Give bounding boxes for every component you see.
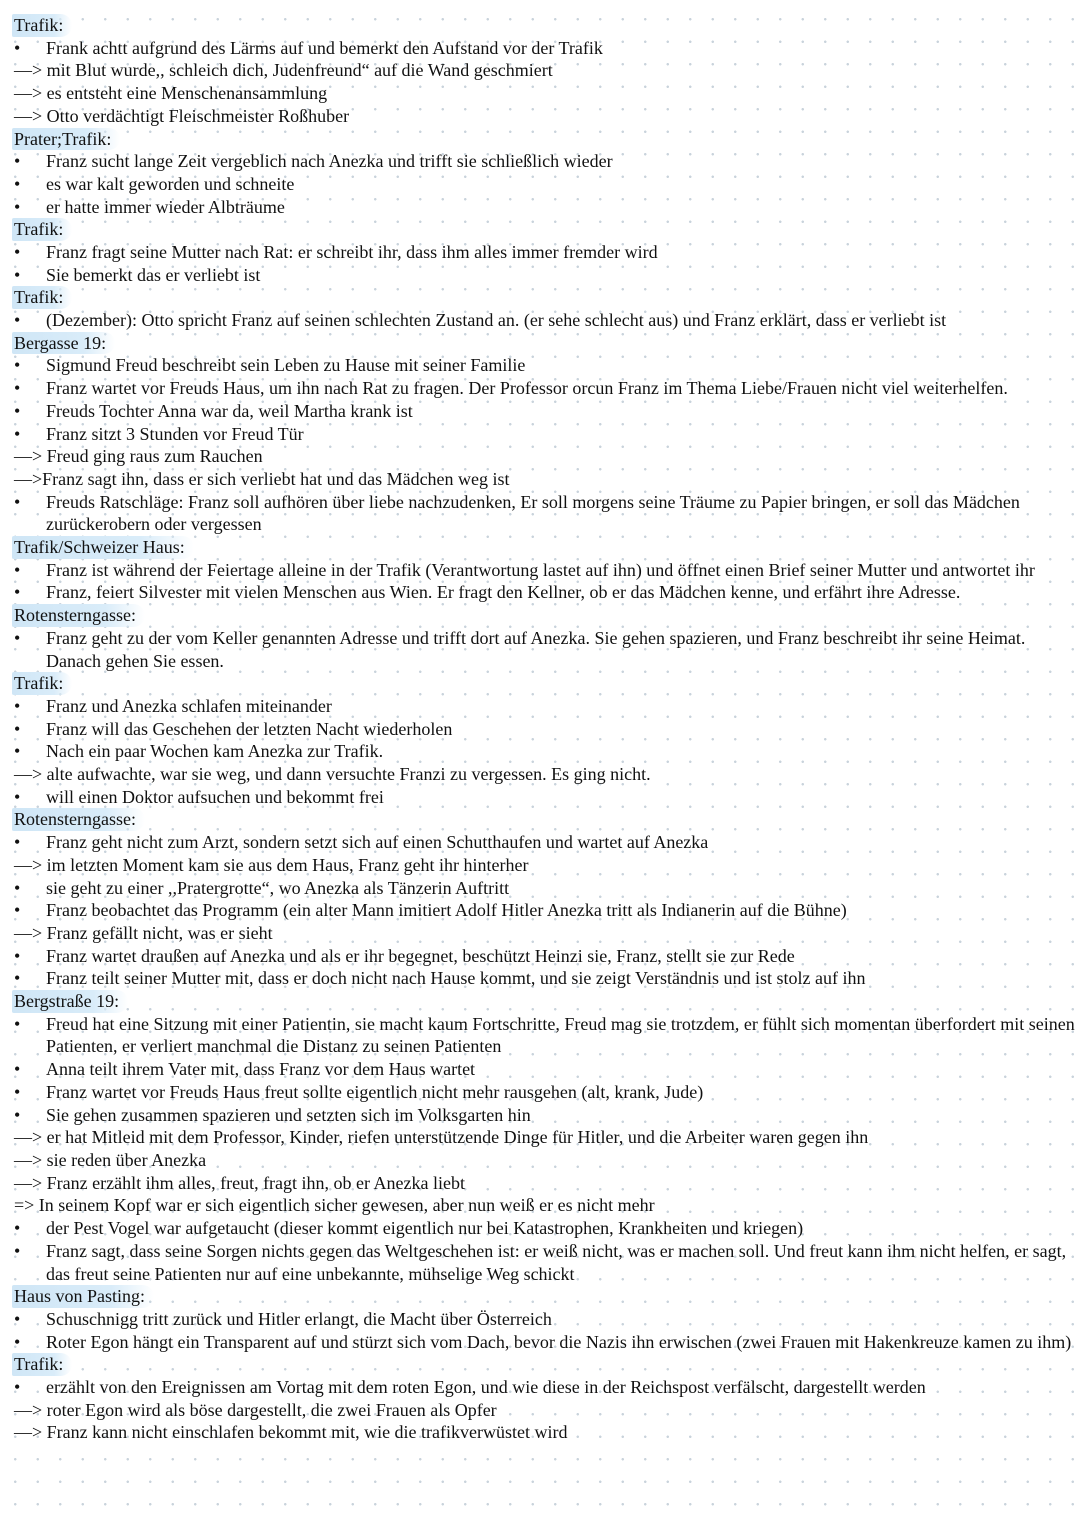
bullet-point: • er hatte immer wieder Albträume <box>14 196 1080 219</box>
bullet-point: • Roter Egon hängt ein Transparent auf und stürzt sich vom Dach, bevor die Nazis ihn erwischen (zwei Frauen mit Hakenkreuze kamen zu ihm) <box>14 1331 1080 1354</box>
section-heading: Trafik: <box>12 218 72 241</box>
section <box>14 604 1080 672</box>
arrow-note: —> im letzten Moment kam sie aus dem Haus, Franz geht ihr hinterher <box>14 854 529 875</box>
section-heading: Prater;Trafik: <box>12 128 120 151</box>
bullet-point: • (Dezember): Otto spricht Franz auf seinen schlechten Zustand an. (er sehe schlecht aus) und Franz erklärt, dass er verliebt ist <box>14 309 1080 332</box>
bullet-point: • Sie gehen zusammen spazieren und setzten sich im Volksgarten hin <box>14 1104 1080 1127</box>
bullet-point: • Sigmund Freud beschreibt sein Leben zu Hause mit seiner Familie <box>14 354 1080 377</box>
section <box>14 808 1080 990</box>
bullet-point: • Anna teilt ihrem Vater mit, dass Franz vor dem Haus wartet <box>14 1058 1080 1081</box>
bullet-point: • Schuschnigg tritt zurück und Hitler erlangt, die Macht über Österreich <box>14 1308 1080 1331</box>
section <box>14 286 1080 331</box>
section <box>14 128 1080 219</box>
bullet-point: • Franz geht zu der vom Keller genannten Adresse und trifft dort auf Anezka. Sie gehen spazieren, und Franz beschreibt ihr seine Heimat. Danach gehen Sie essen. <box>14 627 1080 672</box>
bullet-point: • Franz, feiert Silvester mit vielen Menschen aus Wien. Er fragt den Kellner, ob er das Mädchen kenne, und erfährt ihre Adresse. <box>14 581 1080 604</box>
bullet-point: • Franz sitzt 3 Stunden vor Freud Tür <box>14 423 1080 446</box>
bullet-point: • will einen Doktor aufsuchen und bekommt frei <box>14 786 1080 809</box>
section <box>14 990 1080 1285</box>
section-heading: Rotensterngasse: <box>12 808 145 831</box>
arrow-note: —> mit Blut wurde,, schleich dich, Judenfreund“ auf die Wand geschmiert <box>14 60 553 81</box>
arrow-note: —> sie reden über Anezka <box>14 1150 207 1170</box>
arrow-note: —> alte aufwachte, war sie weg, und dann versuchte Franzi zu vergessen. Es ging nicht. <box>14 764 651 785</box>
bullet-point: • Freud hat eine Sitzung mit einer Patientin, sie macht kaum Fortschritte, Freud mag sie trotzdem, er fühlt sich momentan überfordert mit seinen Patienten, er verliert manchmal die Distanz zu seinen Patienten <box>14 1013 1080 1058</box>
bullet-point: • es war kalt geworden und schneite <box>14 173 1080 196</box>
bullet-point: • Freuds Tochter Anna war da, weil Martha krank ist <box>14 400 1080 423</box>
section-heading: Rotensterngasse: <box>12 604 145 627</box>
arrow-note: —> roter Egon wird als böse dargestellt, die zwei Frauen als Opfer <box>14 1399 497 1420</box>
arrow-note: —> Franz kann nicht einschlafen bekommt mit, wie die trafikverwüstet wird <box>14 1422 568 1443</box>
arrow-note: —> Franz gefällt nicht, was er sieht <box>14 922 273 943</box>
bullet-point: • Sie bemerkt das er verliebt ist <box>14 264 1080 287</box>
section-heading: Trafik: <box>12 14 72 37</box>
arrow-note: —> er hat Mitleid mit dem Professor, Kinder, riefen unterstützende Dinge für Hitler, und die Arbeiter waren gegen ihn <box>14 1127 869 1148</box>
section-heading: Trafik: <box>12 1353 72 1376</box>
bullet-point: • Freuds Ratschläge: Franz soll aufhören über liebe nachzudenken, Er soll morgens seine Träume zu Papier bringen, er soll das Mädchen zurückerobern oder vergessen <box>14 491 1080 536</box>
arrow-note: —> Franz erzählt ihm alles, freut, fragt ihn, ob er Anezka liebt <box>14 1172 465 1193</box>
section-heading: Haus von Pasting: <box>12 1285 154 1308</box>
section <box>14 1353 1080 1444</box>
section <box>14 672 1080 808</box>
section <box>14 14 1080 128</box>
arrow-note: —> Otto verdächtigt Fleischmeister Roßhuber <box>14 105 350 126</box>
arrow-note: —> Freud ging raus zum Rauchen <box>14 446 263 467</box>
bullet-point: • Frank achtt aufgrund des Lärms auf und bemerkt den Aufstand vor der Trafik <box>14 37 1080 60</box>
bullet-point: • Franz ist während der Feiertage alleine in der Trafik (Verantwortung lastet auf ihn) und öffnet einen Brief seiner Mutter und antwortet ihr <box>14 559 1080 582</box>
section-heading: Trafik: <box>12 672 72 695</box>
arrow-note: —>Franz sagt ihn, dass er sich verliebt hat und das Mädchen weg ist <box>14 468 510 489</box>
section <box>14 332 1080 536</box>
notes-page <box>0 14 1080 1444</box>
arrow-note: —> es entsteht eine Menschenansammlung <box>14 83 328 104</box>
bullet-point: • Nach ein paar Wochen kam Anezka zur Trafik. <box>14 740 1080 763</box>
bullet-point: • Franz beobachtet das Programm (ein alter Mann imitiert Adolf Hitler Anezka tritt als Indianerin auf die Bühne) <box>14 899 1080 922</box>
bullet-point: • Franz und Anezka schlafen miteinander <box>14 695 1080 718</box>
section-heading: Bergasse 19: <box>12 332 115 355</box>
section <box>14 218 1080 286</box>
section-heading: Bergstraße 19: <box>12 990 128 1013</box>
section-heading: Trafik: <box>12 286 72 309</box>
bullet-point: • Franz wartet vor Freuds Haus freut sollte eigentlich nicht mehr rausgehen (alt, krank, Jude) <box>14 1081 1080 1104</box>
bullet-point: • der Pest Vogel war aufgetaucht (dieser kommt eigentlich nur bei Katastrophen, Krankheiten und kriegen) <box>14 1217 1080 1240</box>
section-heading: Trafik/Schweizer Haus: <box>12 536 194 559</box>
bullet-point: • Franz geht nicht zum Arzt, sondern setzt sich auf einen Schutthaufen und wartet auf Anezka <box>14 831 1080 854</box>
bullet-point: • Franz fragt seine Mutter nach Rat: er schreibt ihr, dass ihm alles immer fremder wird <box>14 241 1080 264</box>
bullet-point: • sie geht zu einer ,,Pratergrotte“, wo Anezka als Tänzerin Auftritt <box>14 877 1080 900</box>
section <box>14 1285 1080 1353</box>
bullet-point: • Franz will das Geschehen der letzten Nacht wiederholen <box>14 718 1080 741</box>
section <box>14 536 1080 604</box>
bullet-point: • Franz teilt seiner Mutter mit, dass er doch nicht nach Hause kommt, und sie zeigt Verständnis und ist stolz auf ihn <box>14 967 1080 990</box>
bullet-point: • Franz sucht lange Zeit vergeblich nach Anezka und trifft sie schließlich wieder <box>14 150 1080 173</box>
arrow-note: => In seinem Kopf war er sich eigentlich sicher gewesen, aber nun weiß er es nicht mehr <box>14 1195 655 1216</box>
bullet-point: • erzählt von den Ereignissen am Vortag mit dem roten Egon, und wie diese in der Reichspost verfälscht, dargestellt werden <box>14 1376 1080 1399</box>
bullet-point: • Franz wartet draußen auf Anezka und als er ihr begegnet, beschützt Heinzi sie, Franz, stellt sie zur Rede <box>14 945 1080 968</box>
bullet-point: • Franz wartet vor Freuds Haus, um ihn nach Rat zu fragen. Der Professor orcun Franz im Thema Liebe/Frauen nicht viel weiterhelfen. <box>14 377 1080 400</box>
bullet-point: • Franz sagt, dass seine Sorgen nichts gegen das Weltgeschehen ist: er weiß nicht, was er machen soll. Und freut kann ihm nicht helfen, er sagt, das freut seine Patienten nur auf eine unbekannte, mühselige Weg schickt <box>14 1240 1080 1285</box>
